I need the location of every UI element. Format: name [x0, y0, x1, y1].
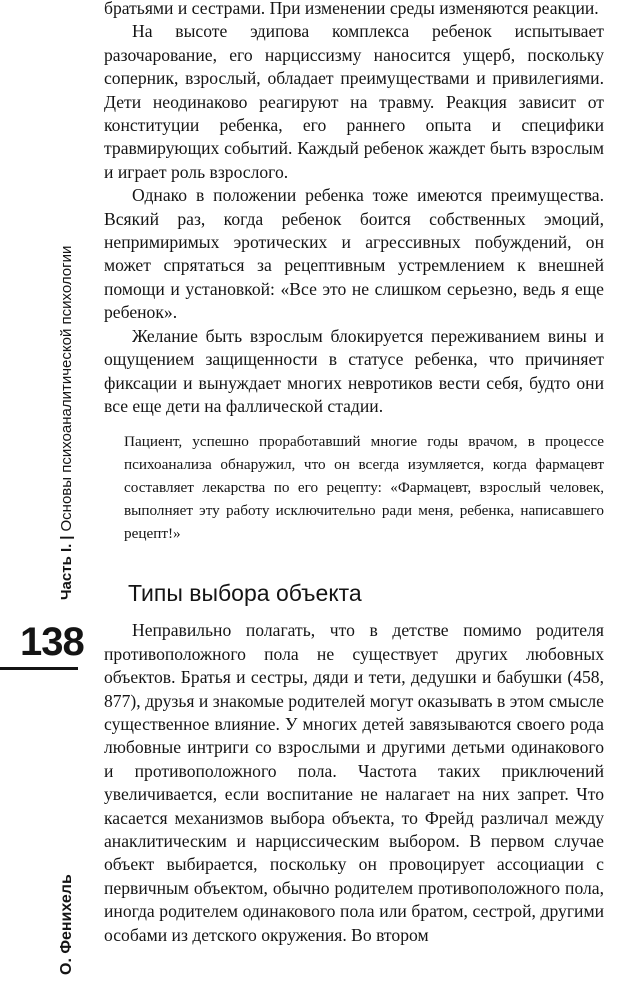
- running-head-title: Основы психоаналитической психологии: [58, 245, 75, 532]
- page-number: 138: [20, 620, 84, 664]
- main-text-column: [104, 0, 604, 947]
- body-paragraph: На высоте эдипова комплекса ребенок испытывает разочарование, его нарциссизму наносится ущерб, поскольку соперник, взрослый, обладает преимуществами и привилегиями. Дети неодинаково реагируют на травму. Реакция зависит от конституции ребенка, его раннего опыта и специфики травмирующих событий. Каждый ребенок жаждет быть взрослым и играет роль взрослого.: [104, 21, 604, 182]
- running-head-part: Часть I.: [58, 543, 75, 600]
- body-paragraph: Желание быть взрослым блокируется переживанием вины и ощущением защищенности в статусе ребенка, что причиняет фиксации и вынуждает многих невротиков вести себя, будто они все еще дети на фаллической стадии.: [104, 325, 604, 416]
- body-paragraph: братьями и сестрами. При изменении среды изменяются реакции.: [104, 0, 599, 18]
- running-head-divider: |: [58, 535, 75, 540]
- case-example-quote: Пациент, успешно проработавший многие годы врачом, в процессе психоанализа обнаружил, что он всегда изумляется, когда фармацевт составляет лекарства по его рецепту: «Фармацевт, взрослый человек, выполняет эту работу исключительно ради меня, ребенка, написавшего рецепт!»: [124, 433, 604, 543]
- page-number-rule: [0, 667, 78, 670]
- author-name: О. Фенихель: [58, 874, 75, 975]
- page-margin: [0, 0, 92, 994]
- section-heading: Типы выбора объекта: [128, 580, 362, 607]
- body-paragraph: Однако в положении ребенка тоже имеются преимущества. Всякий раз, когда ребенок боится собственных эмоций, непримиримых эротических и агрессивных побуждений, он может спрятаться за рецептивным устремлением к внешней помощи и установкой: «Все это не слишком серьезно, ведь я еще ребенок».: [104, 185, 604, 323]
- running-head: [58, 246, 75, 600]
- body-paragraph: Неправильно полагать, что в детстве помимо родителя противоположного пола не существует других любовных объектов. Братья и сестры, дяди и тети, дедушки и бабушки (458, 877), друзья и знакомые родителей могут оказывать в этом смысле существенное влияние. У многих детей завязываются своего рода любовные интриги со взрослыми и другими детьми одинакового и противоположного пола. Частота таких приключений увеличивается, если воспитание не налагает на них запрет. Что касается механизмов выбора объекта, то Фрейд различал между анаклитическим и нарциссическим выбором. В первом случае объект выбирается, поскольку он провоцирует ассоциации с первичным объектом, обычно родителем противоположного пола, иногда родителем одинакового пола или братом, сестрой, другими особами из детского окружения. Во втором: [104, 620, 604, 945]
